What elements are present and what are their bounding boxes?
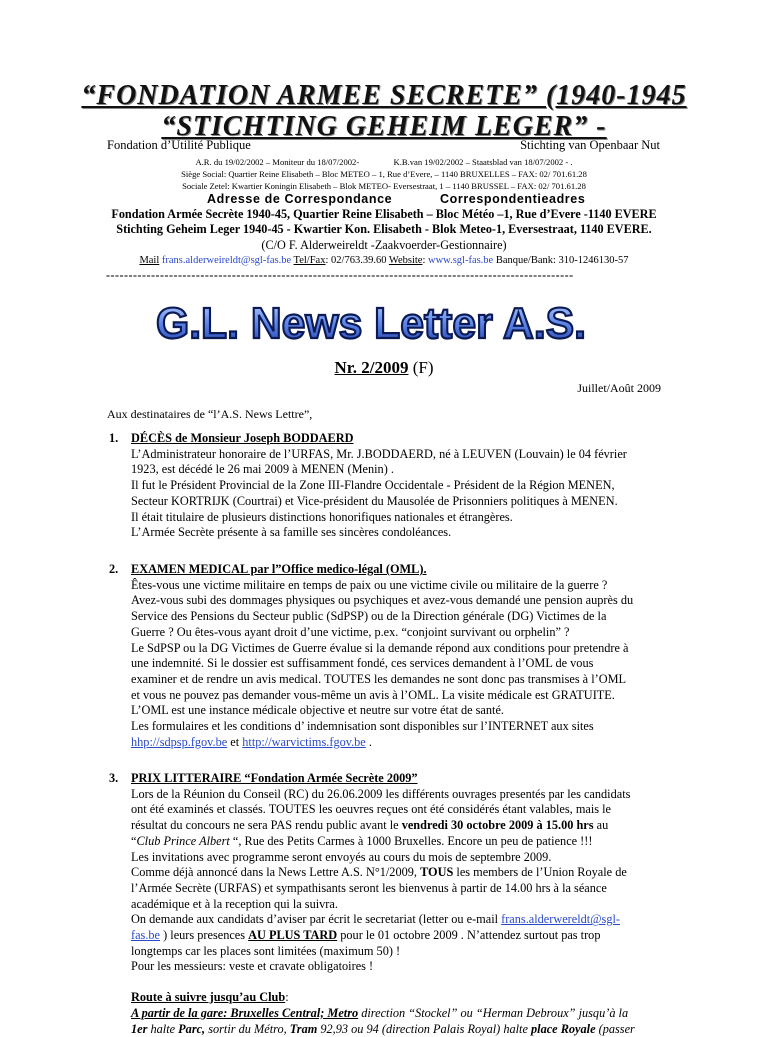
salutation: Aux destinataires de “l’A.S. News Lettre”, [107, 407, 313, 421]
website-link[interactable]: www.sgl-fas.be [428, 255, 494, 266]
section-line: résultat du concours ne sera PAS rendu public avant le vendredi 30 octobre 2009 à 15.00 hrs au [131, 818, 609, 833]
section-line: ont été examinés et classés. TOUTES les oeuvres reçues ont été considérés étant valables, mais le [131, 802, 611, 817]
title-french: “FONDATION ARMEE SECRETE” (1940-1945 [81, 80, 687, 111]
legal-decree-nl: K.B.van 19/02/2002 – Staatsblad van 18/07/2002 - . [393, 157, 573, 167]
section-line: Êtes-vous une victime militaire en temps de paix ou une victime civile ou militaire de la guerre ? [131, 577, 608, 592]
route-line: 1er halte Parc, sortir du Métro, Tram 92,93 ou 94 (direction Palais Royal) halte place Royale (passer [131, 1021, 635, 1036]
section-line: Secteur KORTRIJK (Courtrai) et Vice-président du Mausolée de Prisonniers politiques à MENEN. [131, 493, 618, 508]
section-line: longtemps car les places sont limitées (maximum 50) ! [131, 943, 401, 958]
club-name: Club Prince Albert [136, 833, 230, 848]
contact-row: Mail frans.alderweireldt@sgl-fas.be Tel/Fax: 02/763.39.60 Website: www.sgl-fas.be Banque/Bank: 310-1246130-57 [139, 255, 629, 266]
section-line: Guerre ? Ou êtes-vous ayant droit d’une victime, p.ex. “conjoint survivant ou orphelin” ? [131, 624, 570, 639]
issue-language: (F) [412, 358, 434, 377]
route-heading: Route à suivre jusqu’au Club: [131, 990, 289, 1005]
section-line: Lors de la Réunion du Conseil (RC) du 26.06.2009 les différents ouvrages presentés par les candidats [131, 786, 631, 801]
correspondence-heading-nl: Correspondentieadres [440, 192, 586, 206]
section-line: Les invitations avec programme seront envoyés au cours du mois de septembre 2009. [131, 849, 552, 864]
bank-account: Banque/Bank: 310-1246130-57 [495, 255, 629, 266]
mail-label: Mail [139, 255, 160, 266]
section-heading: EXAMEN MEDICAL par l”Office medico-légal (OML). [131, 562, 427, 576]
legal-status-nl: Stichting van Openbaar Nut [520, 138, 660, 152]
issue-number-row [0, 358, 768, 378]
section-line: Le SdPSP ou la DG Victimes de Guerre évalue si la demande répond aux conditions pour pretendre à [131, 640, 629, 655]
section-line: et vous ne pouvez pas demander vous-même un avis à l’OML. La visite médicale est GRATUITE. [131, 687, 615, 702]
mail-link[interactable]: frans.alderweireldt@sgl-fas.be [161, 255, 292, 266]
section-number: 3. [109, 771, 119, 785]
section-line: une indemnité. Si le dossier est suffisamment fondé, ces services demandent à l’OML de vous [131, 656, 594, 671]
section-line: Les formulaires et les conditions d’ indemnisation sont disponibles sur l’INTERNET aux sites [131, 719, 594, 734]
newsletter-banner [150, 296, 592, 348]
section-line: académique et à la reception qui la suivra. [131, 896, 338, 911]
sociale-zetel: Sociale Zetel: Kwartier Koningin Elisabeth – Blok METEO- Eversestraat, 1 – 1140 BRUSSEL – FAX: 02/ 701.61.28 [182, 181, 586, 191]
section-line: Pour les messieurs: veste et cravate obligatoires ! [131, 959, 374, 974]
warvictims-link[interactable]: http://warvictims.fgov.be [242, 734, 366, 749]
section-line: L’OML est une instance médicale objective et neutre sur votre état de santé. [131, 703, 504, 718]
tel-value: : 02/763.39.60 [325, 255, 387, 266]
route-line: A partir de la gare: Bruxelles Central; Metro direction “Stockel” ou “Herman Debroux” jusqu’à la [131, 1005, 629, 1020]
section-line: Il était titulaire de plusieurs distinctions honorifiques nationales et étrangères. [131, 509, 513, 524]
section-line: Il fut le Président Provincial de la Zone III-Flandre Occidentale - Président de la Région MENEN, [131, 478, 615, 493]
newsletter-banner-text: G.L. News Letter A.S. [156, 299, 586, 348]
website-label: Website [388, 255, 423, 266]
issue-date: Juillet/Août 2009 [577, 381, 661, 395]
section-line: l’Armée Secrète (URFAS) et sympathisants seront les bienvenus à partir de 14.00 hrs à la séance [131, 880, 607, 895]
section-line: 1923, est décédé le 26 mai 2009 à MENEN (Menin) . [131, 462, 394, 477]
title-dutch: “STICHTING GEHEIM LEGER” - [161, 111, 607, 142]
legal-decree-fr: A.R. du 19/02/2002 – Moniteur du 18/07/2002- [195, 157, 360, 167]
separator-dashes: -------------------------------------------------------------------------------------------------------- [106, 268, 574, 282]
legal-status-fr: Fondation d’Utilité Publique [107, 138, 251, 152]
address-nl: Stichting Geheim Leger 1940-45 - Kwartier Kon. Elisabeth - Blok Meteo-1, Eversestraat, 1140 EVERE. [116, 222, 652, 236]
section-3 [109, 771, 691, 1037]
deadline-emphasis: AU PLUS TARD [248, 928, 338, 943]
announcement-date: vendredi 30 octobre 2009 à 15.00 hrs [401, 818, 594, 833]
email-link-cont[interactable]: fas.be [131, 928, 161, 943]
section-heading: PRIX LITTERAIRE “Fondation Armée Secrète 2009” [131, 771, 418, 785]
legal-decree-row [0, 157, 768, 167]
section-line: Avez-vous subi des dommages physiques ou psychiques et avez-vous demandé une pension auprès du [131, 593, 634, 608]
tel-label: Tel/Fax [293, 255, 326, 266]
section-line: examiner et de rendre un avis medical. TOUTES les demandes ne sont donc pas transmises à l’OML [131, 671, 627, 686]
address-fr: Fondation Armée Secrète 1940-45, Quartier Reine Elisabeth – Bloc Météo –1, Rue d’Evere -1140 EVERE [111, 207, 657, 221]
section-line: Comme déjà annoncé dans la News Lettre A.S. N°1/2009, TOUS les members de l’Union Royale de [131, 865, 627, 880]
section-number: 1. [109, 431, 119, 445]
section-line: L’Administrateur honoraire de l’URFAS, Mr. J.BODDAERD, né à LEUVEN (Louvain) le 04 février [131, 446, 627, 461]
email-link[interactable]: frans.alderwereldt@sgl- [501, 912, 620, 927]
correspondence-heading-fr: Adresse de Correspondance [207, 192, 393, 206]
section-line: fas.be ) leurs presences AU PLUS TARD pour le 01 octobre 2009 . N’attendez surtout pas trop [131, 928, 601, 943]
section-line: L’Armée Secrète présente à sa famille ses sincères condoléances. [131, 525, 452, 540]
section-1 [109, 431, 691, 541]
siege-social: Siège Social: Quartier Reine Elisabeth – Bloc METEO – 1, Rue d’Evere, – 1140 BRUXELLES – FAX: 02/ 701.61.28 [181, 169, 587, 179]
section-line: “Club Prince Albert “, Rue des Petits Carmes à 1000 Bruxelles. Encore un peu de patience !!! [131, 833, 593, 848]
section-2 [109, 562, 691, 750]
section-line: Service des Pensions du Secteur public (SdPSP) ou de la Direction générale (DG) Victimes de la [131, 609, 607, 624]
section-number: 2. [109, 562, 119, 576]
section-links-line: hhp://sdpsp.fgov.be et http://warvictims.fgov.be . [131, 734, 372, 749]
section-heading: DÉCÈS de Monsieur Joseph BODDAERD [131, 431, 354, 445]
sdpsp-link[interactable]: hhp://sdpsp.fgov.be [131, 734, 228, 749]
section-line: On demande aux candidats d’aviser par écrit le secretariat (letter ou e-mail frans.alderwereldt@sgl- [131, 912, 620, 927]
issue-number: Nr. 2/2009 [334, 358, 409, 377]
address-contact: (C/O F. Alderweireldt -Zaakvoerder-Gestionnaire) [261, 238, 507, 252]
